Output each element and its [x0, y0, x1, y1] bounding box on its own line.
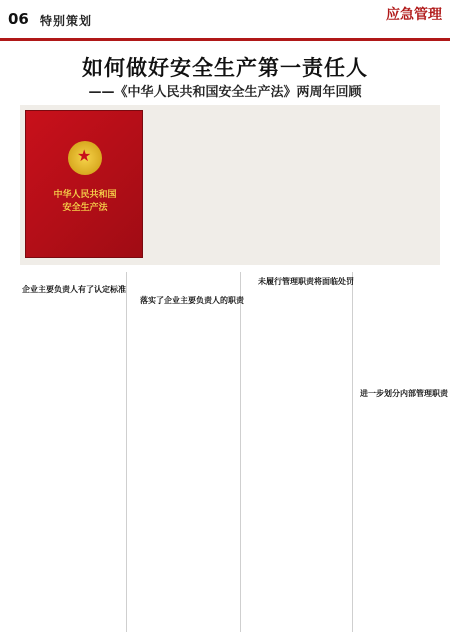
page-header	[0, 0, 450, 40]
section-heading: 进一步划分内部管理职责	[360, 389, 448, 398]
page-number: 06	[8, 10, 29, 28]
header-rule	[0, 38, 450, 41]
subheadline: ——《中华人民共和国安全生产法》两周年回顾	[88, 85, 362, 100]
section-heading: 企业主要负责人有了认定标准	[22, 285, 126, 294]
book-title: 中华人民共和国 安全生产法	[53, 190, 117, 213]
column-rule	[352, 272, 353, 632]
section-heading: 落实了企业主要负责人的职责	[140, 296, 244, 305]
section-name: 特别策划	[40, 14, 93, 28]
law-book-cover-image	[25, 110, 143, 258]
masthead: 应急管理	[386, 7, 442, 23]
column-rule	[240, 272, 241, 632]
national-emblem-icon	[68, 141, 102, 175]
headline: 如何做好安全生产第一责任人	[82, 56, 368, 80]
column-rule	[126, 272, 127, 632]
section-heading: 未履行管理职责将面临处罚	[258, 277, 354, 286]
